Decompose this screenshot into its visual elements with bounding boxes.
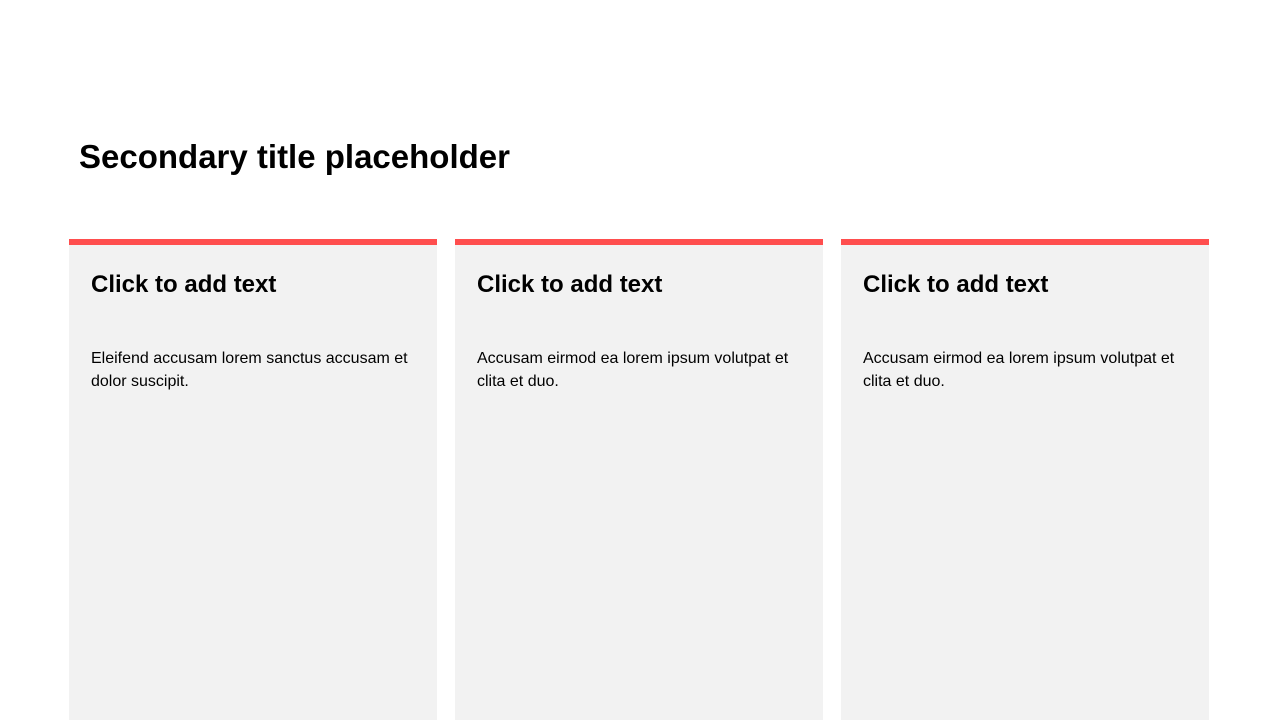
slide-title[interactable]: Secondary title placeholder [79,138,510,175]
card-row [69,239,1210,720]
content-card-2 [455,239,823,720]
content-card-1 [69,239,437,720]
card-heading[interactable]: Click to add text [91,271,277,298]
card-body-text[interactable]: Accusam eirmod ea lorem ipsum volutpat et clita et duo. [477,350,789,390]
card-heading[interactable]: Click to add text [477,271,663,298]
content-card-3 [841,239,1209,720]
card-body-text[interactable]: Accusam eirmod ea lorem ipsum volutpat et clita et duo. [863,350,1175,390]
card-heading[interactable]: Click to add text [863,271,1049,298]
card-body-text[interactable]: Eleifend accusam lorem sanctus accusam et dolor suscipit. [91,350,408,390]
